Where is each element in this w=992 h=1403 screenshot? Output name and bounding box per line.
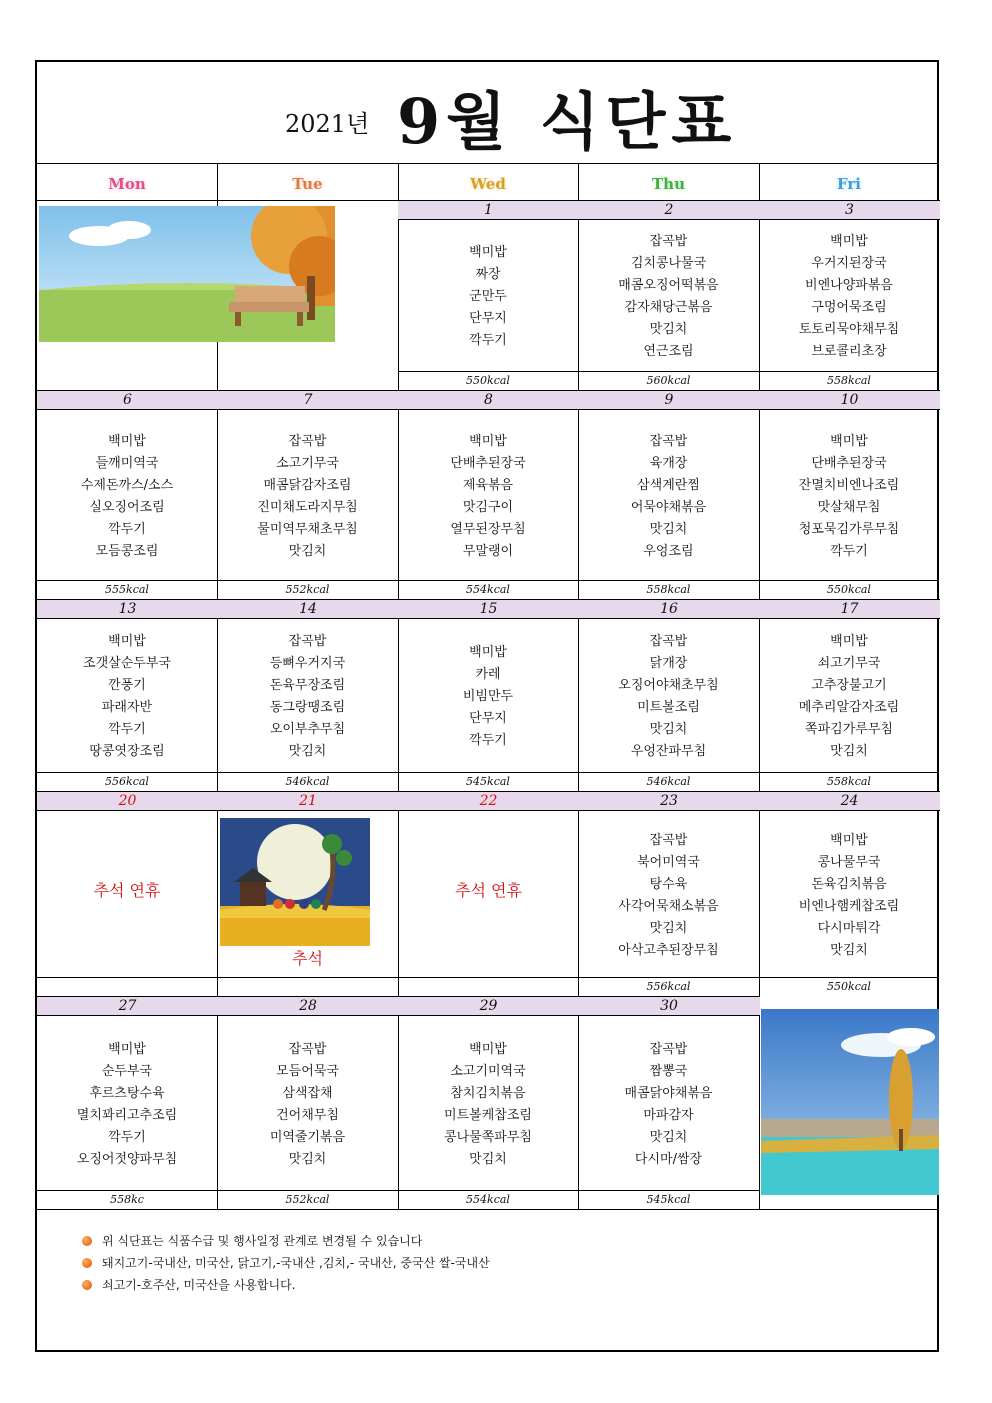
orange-bullet-icon	[82, 1258, 92, 1268]
menu-item: 미트볼조림	[637, 700, 700, 715]
menu-item: 어묵야채볶음	[630, 499, 707, 515]
menu-item: 탕수육	[649, 876, 688, 892]
menu-item: 백미밥	[830, 832, 868, 848]
note-text: 쇠고기-호주산, 미국산을 사용합니다.	[102, 1278, 296, 1292]
kcal-label: 554kcal	[398, 580, 578, 598]
note-text: 돼지고기-국내산, 미국산, 닭고기,-국내산 ,김치,- 국내산, 중국산 쌀-국내산	[102, 1256, 490, 1270]
menu-item: 청포묵김가루무침	[798, 521, 900, 537]
weekday-header	[578, 166, 759, 202]
menu-item: 땅콩엿장조림	[89, 744, 165, 759]
menu-list	[37, 623, 217, 771]
menu-item: 미역줄기볶음	[269, 1129, 346, 1145]
menu-item: 맛김치	[649, 322, 688, 337]
menu-item: 육개장	[649, 455, 688, 471]
weekday-header	[759, 166, 939, 202]
holiday-label: 추석 연휴	[455, 881, 522, 900]
menu-item: 닭개장	[649, 656, 688, 671]
menu-item: 단무지	[469, 711, 507, 726]
menu-item: 잡곡밥	[649, 1041, 688, 1057]
menu-list	[398, 623, 578, 771]
menu-item: 제육볶음	[462, 477, 514, 493]
menu-item: 콩나물무국	[817, 854, 881, 870]
menu-item: 매콤닭감자조림	[263, 477, 352, 493]
menu-item: 물미역무채초무침	[257, 521, 358, 537]
menu-item: 삼색계란찜	[637, 477, 700, 493]
kcal-label: 555kcal	[37, 580, 217, 598]
menu-item: 김치콩나물국	[630, 256, 707, 271]
menu-item: 백미밥	[108, 634, 146, 649]
menu-item: 깍두기	[108, 521, 146, 537]
menu-item: 비엔나햄케찹조림	[798, 898, 900, 914]
menu-item: 모듬콩조림	[95, 543, 159, 559]
menu-item: 오징어야채초무침	[618, 678, 719, 693]
menu-item: 잡곡밥	[649, 634, 688, 649]
kcal-label: 558kc	[37, 1190, 217, 1208]
title-area	[37, 62, 937, 164]
menu-item: 비엔나양파볶음	[805, 278, 893, 293]
kcal-label: 558kcal	[759, 772, 939, 790]
menu-item: 백미밥	[469, 433, 507, 449]
date-bar: 2	[578, 200, 760, 220]
kcal-label: 552kcal	[217, 1190, 398, 1208]
menu-item: 소고기미역국	[450, 1063, 526, 1079]
menu-item: 백미밥	[469, 1041, 507, 1057]
weekday-label: Mon	[108, 175, 146, 193]
menu-item: 깍두기	[108, 722, 146, 737]
menu-item: 백미밥	[469, 245, 507, 260]
note-item	[82, 1252, 490, 1274]
kcal-label	[37, 977, 217, 995]
grid-bottom	[37, 1209, 939, 1210]
date-bar: 24	[759, 791, 940, 811]
menu-item: 동그랑땡조림	[269, 700, 346, 715]
menu-item: 잡곡밥	[288, 433, 327, 449]
menu-item: 사각어묵채소볶음	[618, 898, 719, 914]
menu-item: 연근조림	[643, 344, 694, 359]
menu-item: 군만두	[469, 289, 507, 304]
weekday-label: Fri	[837, 175, 861, 193]
menu-item: 파래자반	[101, 700, 153, 715]
menu-item: 짬뽕국	[649, 1063, 688, 1079]
date-bar: 30	[578, 996, 760, 1016]
date-bar: 17	[759, 599, 940, 619]
menu-item: 진미채도라지무침	[257, 499, 358, 515]
menu-item: 짜장	[475, 267, 501, 282]
date-bar: 7	[217, 390, 399, 410]
date-bar: 13	[37, 599, 218, 619]
menu-item: 우엉잔파무침	[630, 744, 707, 759]
date-bar: 1	[398, 200, 579, 220]
menu-item: 단무지	[469, 311, 507, 326]
menu-item: 맛김치	[469, 1151, 507, 1167]
menu-item: 맛김치	[830, 942, 868, 958]
date-bar: 8	[398, 390, 579, 410]
menu-list	[759, 623, 939, 771]
menu-item: 마파감자	[643, 1107, 694, 1123]
menu-list	[578, 623, 759, 771]
menu-list	[37, 414, 217, 579]
menu-item: 매콤오징어떡볶음	[618, 278, 719, 293]
menu-item: 수제돈까스/소스	[80, 477, 174, 493]
menu-item: 비빔만두	[462, 689, 514, 704]
menu-item: 잡곡밥	[649, 832, 688, 848]
menu-item: 미트볼케찹조림	[444, 1107, 532, 1123]
menu-list	[578, 1020, 759, 1189]
menu-item: 오이부추무침	[269, 722, 346, 737]
menu-item: 쪽파김가루무침	[805, 722, 893, 737]
menu-list	[578, 414, 759, 579]
menu-item: 백미밥	[830, 433, 868, 449]
menu-item: 잡곡밥	[288, 634, 327, 649]
menu-list	[398, 1020, 578, 1189]
chuseok-label: 추석	[292, 949, 323, 968]
menu-item: 메추리알감자조림	[798, 700, 900, 715]
menu-item: 멸치꽈리고추조림	[76, 1107, 178, 1123]
menu-item: 잔멸치비엔나조림	[798, 477, 900, 493]
orange-bullet-icon	[82, 1236, 92, 1246]
note-text: 위 식단표는 식품수급 및 행사일정 관계로 변경될 수 있습니다	[102, 1234, 423, 1248]
menu-item: 맛김치	[649, 920, 688, 936]
menu-item: 건어채무침	[276, 1107, 339, 1123]
kcal-label: 558kcal	[759, 371, 939, 389]
menu-item: 백미밥	[830, 634, 868, 649]
menu-list	[759, 224, 939, 370]
menu-list	[398, 224, 578, 370]
kcal-label: 550kcal	[759, 977, 939, 995]
menu-item: 다시마튀각	[817, 920, 881, 936]
weekday-label: Wed	[470, 175, 506, 193]
menu-item: 단배추된장국	[450, 455, 526, 471]
kcal-label: 545kcal	[398, 772, 578, 790]
menu-list	[37, 1020, 217, 1189]
menu-item: 콩나물쪽파무침	[444, 1129, 532, 1145]
menu-item: 깍두기	[830, 543, 868, 559]
menu-item: 삼색잡채	[282, 1085, 333, 1101]
menu-item: 돈육김치볶음	[811, 876, 887, 892]
notes	[82, 1230, 490, 1296]
date-bar: 3	[759, 200, 940, 220]
kcal-label: 558kcal	[578, 580, 759, 598]
date-bar: 28	[217, 996, 399, 1016]
date-bar: 27	[37, 996, 218, 1016]
menu-item: 맛김치	[288, 1151, 327, 1167]
menu-item: 실오징어조림	[89, 499, 165, 515]
menu-list	[217, 414, 398, 579]
menu-item: 열무된장무침	[450, 521, 526, 537]
kcal-label: 552kcal	[217, 580, 398, 598]
menu-item: 구멍어묵조림	[811, 300, 887, 315]
title-year: 2021년	[285, 110, 370, 138]
menu-list	[217, 1020, 398, 1189]
menu-item: 모듬어묵국	[276, 1063, 339, 1079]
menu-item: 맛김치	[288, 744, 327, 759]
menu-item: 백미밥	[108, 433, 146, 449]
orange-bullet-icon	[82, 1280, 92, 1290]
date-bar: 10	[759, 390, 940, 410]
date-bar: 29	[398, 996, 579, 1016]
menu-item: 북어미역국	[637, 854, 700, 870]
kcal-label: 546kcal	[578, 772, 759, 790]
date-bar: 15	[398, 599, 579, 619]
menu-item: 깍두기	[108, 1129, 146, 1145]
menu-list	[578, 815, 759, 976]
kcal-label: 554kcal	[398, 1190, 578, 1208]
menu-item: 매콤닭야채볶음	[624, 1085, 713, 1101]
weekday-label: Thu	[652, 175, 685, 193]
note-item	[82, 1230, 490, 1252]
menu-item: 참치김치볶음	[450, 1085, 526, 1101]
weekday-header	[398, 166, 578, 202]
menu-item: 다시마/쌈장	[634, 1151, 703, 1167]
menu-item: 소고기무국	[276, 455, 339, 471]
menu-item: 맛김치	[649, 1129, 688, 1145]
menu-item: 토토리묵야채무침	[798, 322, 900, 337]
date-bar: 16	[578, 599, 760, 619]
weekday-label: Tue	[292, 175, 323, 193]
menu-list	[578, 224, 759, 370]
menu-item: 깍두기	[469, 333, 507, 348]
menu-item: 단배추된장국	[811, 455, 887, 471]
menu-item: 깍두기	[469, 733, 507, 748]
date-bar: 22	[398, 791, 579, 811]
menu-item: 잡곡밥	[288, 1041, 327, 1057]
date-bar: 9	[578, 390, 760, 410]
date-bar: 23	[578, 791, 760, 811]
menu-item: 고추장불고기	[811, 678, 887, 693]
menu-item: 맛살채무침	[817, 499, 881, 515]
note-item	[82, 1274, 490, 1296]
menu-item: 깐풍기	[108, 678, 146, 693]
kcal-label: 545kcal	[578, 1190, 759, 1208]
date-bar: 14	[217, 599, 399, 619]
weekday-header	[217, 166, 398, 202]
menu-item: 조갯살순두부국	[83, 656, 171, 671]
menu-item: 잡곡밥	[649, 433, 688, 449]
kcal-label: 560kcal	[578, 371, 759, 389]
menu-item: 오징어젓양파무침	[76, 1151, 178, 1167]
lake-illustration	[761, 1009, 939, 1195]
menu-item: 우거지된장국	[811, 256, 887, 271]
menu-calendar-frame	[35, 60, 939, 1352]
kcal-label: 550kcal	[398, 371, 578, 389]
menu-item: 감자채당근볶음	[624, 300, 713, 315]
chuseok-illustration	[220, 818, 370, 946]
kcal-label: 556kcal	[37, 772, 217, 790]
menu-item: 아삭고추된장무침	[618, 942, 719, 958]
title-month: 9월 식단표	[397, 85, 738, 158]
menu-item: 백미밥	[469, 645, 507, 660]
kcal-label	[217, 977, 398, 995]
date-bar: 6	[37, 390, 218, 410]
menu-item: 백미밥	[830, 234, 868, 249]
menu-list	[398, 414, 578, 579]
menu-list	[759, 414, 939, 579]
menu-item: 맛김치	[649, 722, 688, 737]
menu-item: 우엉조림	[643, 543, 694, 559]
holiday-label: 추석 연휴	[93, 881, 161, 900]
menu-list	[759, 815, 939, 976]
date-bar: 21	[217, 791, 399, 811]
menu-list	[217, 623, 398, 771]
menu-item: 백미밥	[108, 1041, 146, 1057]
menu-item: 맛김치	[830, 744, 868, 759]
menu-item: 카레	[475, 667, 501, 682]
menu-item: 쇠고기무국	[817, 656, 881, 671]
kcal-label: 556kcal	[578, 977, 759, 995]
kcal-label: 546kcal	[217, 772, 398, 790]
menu-item: 맛김치	[288, 543, 327, 559]
menu-item: 맛김치	[649, 521, 688, 537]
menu-item: 브로콜리초장	[811, 344, 887, 359]
menu-item: 돈육무장조림	[269, 678, 346, 693]
menu-item: 들깨미역국	[95, 455, 159, 471]
menu-item: 맛김구이	[462, 499, 514, 515]
menu-item: 무말랭이	[462, 543, 514, 559]
menu-item: 잡곡밥	[649, 234, 688, 249]
date-bar: 20	[37, 791, 218, 811]
menu-item: 등뼈우거지국	[269, 656, 346, 671]
menu-item: 순두부국	[101, 1063, 153, 1079]
kcal-label	[398, 977, 578, 995]
kcal-label: 550kcal	[759, 580, 939, 598]
weekday-header	[37, 166, 217, 202]
menu-item: 후르츠탕수육	[89, 1085, 165, 1101]
park-illustration	[39, 206, 335, 342]
